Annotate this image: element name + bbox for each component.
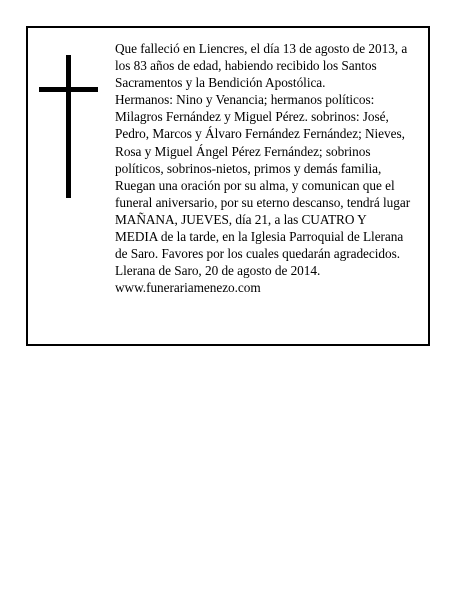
text-line: Milagros Fernández y Miguel Pérez. sobrinos: José, (115, 109, 389, 125)
text-line: políticos, sobrinos-nietos, primos y demás familia, (115, 160, 382, 176)
obituary-text (115, 40, 425, 296)
website-link[interactable]: www.funerariamenezo.com (115, 280, 261, 296)
text-line: Hermanos: Nino y Venancia; hermanos políticos: (115, 92, 375, 108)
text-line: Que falleció en Liencres, el día 13 de agosto de 2013, a (115, 41, 408, 56)
text-line: Pedro, Marcos y Álvaro Fernández Fernández; Nieves, (115, 126, 405, 142)
cross-horizontal-bar (39, 87, 98, 92)
text-line: MAÑANA, JUEVES, día 21, a las CUATRO Y (115, 211, 367, 227)
cross-icon (39, 55, 99, 200)
text-line: de Saro. Favores por los cuales quedarán agradecidos. (115, 246, 400, 262)
text-line: MEDIA de la tarde, en la Iglesia Parroquial de Llerana (115, 229, 404, 245)
obituary-notice (26, 26, 430, 346)
text-line: Llerana de Saro, 20 de agosto de 2014. (115, 263, 321, 279)
text-line: los 83 años de edad, habiendo recibido los Santos (115, 58, 377, 74)
text-line: Ruegan una oración por su alma, y comunican que el (115, 177, 395, 193)
cross-vertical-bar (66, 55, 71, 198)
text-line: Rosa y Miguel Ángel Pérez Fernández; sobrinos (115, 143, 371, 159)
text-line: Sacramentos y la Bendición Apostólica. (115, 75, 326, 91)
text-line: funeral aniversario, por su eterno descanso, tendrá lugar (115, 194, 411, 210)
